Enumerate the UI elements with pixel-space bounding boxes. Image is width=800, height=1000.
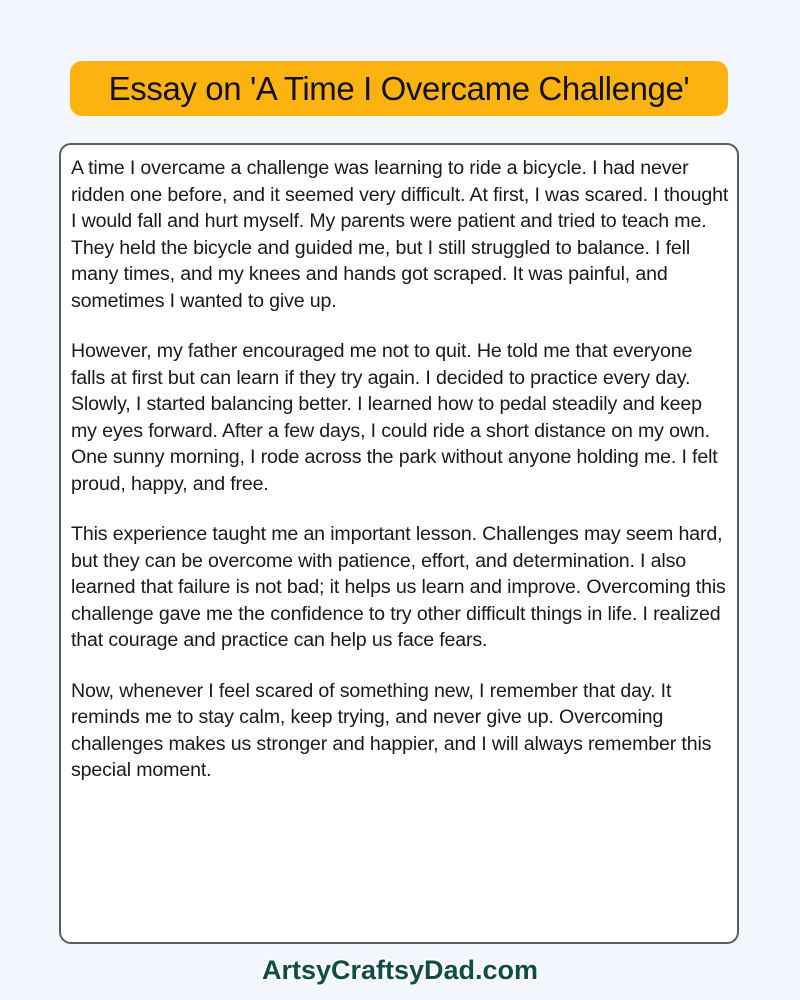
footer-brand: ArtsyCraftsyDad.com [261,955,539,985]
essay-box [59,143,739,944]
essay-paragraph-1: A time I overcame a challenge was learning to ride a bicycle. I had never ridden one before, and it seemed very difficult. At first, I was scared. I thought I would fall and hurt myself. My parents were patient and tried to teach me. They held the bicycle and guided me, but I still struggled to balance. I fell many times, and my knees and hands got scraped. It was painful, and sometimes I wanted to give up. [71,157,729,312]
page-title: Essay on 'A Time I Overcame Challenge' [108,69,690,107]
title-banner [70,61,728,116]
essay-paragraph-2: However, my father encouraged me not to quit. He told me that everyone falls at first but can learn if they try again. I decided to practice every day. Slowly, I started balancing better. I learned how to pedal steadily and keep my eyes forward. After a few days, I could ride a short distance on my own. One sunny morning, I rode across the park without anyone holding me. I felt proud, happy, and free. [71,340,718,495]
essay-paragraph-4: Now, whenever I feel scared of something new, I remember that day. It reminds me to stay calm, keep trying, and never give up. Overcoming challenges makes us stronger and happier, and I will always remember this special moment. [71,679,712,781]
essay-paragraph-3: This experience taught me an important lesson. Challenges may seem hard, but they can be overcome with patience, effort, and determination. I also learned that failure is not bad; it helps us learn and improve. Overcoming this challenge gave me the confidence to try other difficult things in life. I realized that courage and practice can help us face fears. [71,523,726,651]
